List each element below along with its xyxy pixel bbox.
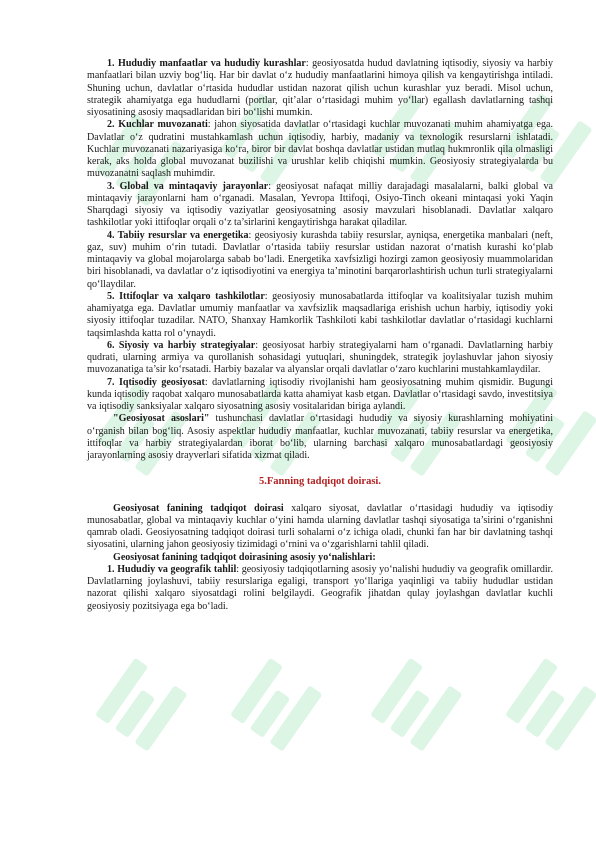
paragraph-text: : geosiyosat nafaqat milliy darajadagi masalalarni, balki global va mintaqaviy jarayonlarni ham o‘rganadi. Masalan, Yevropa Ittifoqi, Osiyo-Tinch okeani mintaqasi yoki Yaqin Sharqdagi siyosiy va iqtisodiy vaziyatlar geosiyosatning asosiy mavzulari hisoblanadi. Davlatlar xalqaro tashkilotlar yoki ittifoqlar orqali o‘z ta’sirlarini kengaytirishga harakat qiladilar. — [87, 180, 553, 229]
paragraph-text: : geosiyosiy kurashda tabiiy resurslar, ayniqsa, energetika manbalari (neft, gaz, suv) muhim o‘rin tutadi. Davlatlar o‘rtasida tabiiy resurslar ustidan nazorat o‘rnatish kurashi ko‘plab mintaqaviy va global mojarolarga sabab bo‘ladi. Energetika xavfsizligi hozirgi zamon geosiyosiy muammolaridan biri hisoblanadi, va davlatlar o‘z iqtisodiyotini va energiya ta’minotini barqarorlashtirish uchun turli strategiyalarni qo‘llaydilar. — [87, 229, 553, 290]
paragraph-lead: 1. Hududiy va geografik tahlil — [107, 563, 237, 575]
watermark-mark — [370, 658, 463, 752]
paragraph-natural-resources — [87, 230, 553, 291]
paragraph-alliances — [87, 291, 553, 340]
paragraph-text: : geosiyosat harbiy strategiyalarni ham o‘rganadi. Davlatlarning harbiy qudrati, ularning armiya va qurollanish sohasidagi yutuqlari, shuningdek, strategik joylashuvlar jahon siyosiy muvozanatiga ta’sir ko‘rsatadi. Harbiy bazalar va alyanslar orqali davlatlar o‘zaro kuchlarini mustahkamlaydilar. — [87, 339, 553, 376]
paragraph-lead: 4. Tabiiy resurslar va energetika — [107, 229, 249, 241]
paragraph-lead: 1. Hududiy manfaatlar va hududiy kurashlar — [107, 58, 306, 69]
paragraph-geographic-analysis — [87, 564, 553, 613]
paragraph-lead: 3. Global va mintaqaviy jarayonlar — [107, 180, 269, 192]
paragraph-text: tushunchasi davlatlar o‘rtasidagi hududiy va siyosiy kurashlarning mohiyatini o‘rganish bilan bog‘liq. Asosiy aspektlar hududiy manfaatlar, kuchlar muvozanati, tabiiy resurslar va energetika, ittifoqlar va harbiy strategiyalardan iborat bo‘lib, ularning barchasi xalqaro munosabatlardagi geosiyosiy jarayonlarning asosiy drayverlari sifatida xizmat qiladi. — [87, 413, 553, 461]
paragraph-economic-geopolitics — [87, 377, 553, 414]
paragraph-lead: 6. Siyosiy va harbiy strategiyalar — [107, 339, 256, 351]
paragraph-global-regional — [87, 181, 553, 230]
paragraph-summary — [87, 413, 553, 462]
paragraph-text: : geosiyosiy munosabatlarda ittifoqlar va koalitsiyalar tuzish muhim ahamiyatga ega. Davlatlar umumiy manfaatlar va xavfsizlik maqsadlariga erishish uchun harbiy, iqtisodiy yoki siyosiy ittifoqlar tuzadilar. NATO, Shanxay Hamkorlik Tashkiloti kabi tashkilotlar davlatlar o‘rtasidagi kuchlarni taqsimlashda katta rol o‘ynaydi. — [87, 290, 553, 339]
paragraph-text: : jahon siyosatida davlatlar o‘rtasidagi kuchlar muvozanati muhim ahamiyatga ega. Davlatlar o‘z qudratini mustahkamlash uchun iqtisodiy, harbiy, madaniy va texnologik resurslarni ishlatadi. Kuchlar muvozanati nazariyasiga ko‘ra, biror bir davlat boshqa davlatlar ustidan mutlaq hukmronlik qila olmasligi kerak, aks holda global muvozanat buzilishi va urushlar kelib chiqishi mumkin. Geosiyosiy strategiyalarda bu muvozanatni saqlash muhimdir. — [87, 119, 553, 180]
paragraph-text: xalqaro siyosat, davlatlar o‘rtasidagi hududiy va iqtisodiy munosabatlar, global va mintaqaviy kuchlar o‘yini hamda ularning davlatlar tashqi siyosatiga ta’sirini o‘rganishni qamrab oladi. Geosiyosatning tadqiqot doirasi turli sohalarni o‘z ichiga oladi, chunki fan har bir davlatning tashqi siyosatini, ularning jahon geosiyosiy tizimidagi o‘rnini va o‘zgarishlarni tahlil qiladi. — [87, 502, 553, 551]
paragraph-text: : geosiyosiy tadqiqotlarning asosiy yo‘nalishi hududiy va geografik omillardir. Davlatlarning joylashuvi, tabiiy resurslariga egaligi, transport yo‘llariga yaqinligi va tabiiy hududlar ustidan nazorat qilishi xalqaro siyosatdagi rolini belgilaydi. Geografik jihatdan qulay joylashgan davlatlar kuchli geosiyosiy pozitsiyaga ega bo‘ladi. — [87, 563, 553, 612]
paragraph-text: : davlatlarning iqtisodiy rivojlanishi ham geosiyosatning muhim qismidir. Bugungi kunda iqtisodiy raqobat xalqaro munosabatlarda katta ahamiyat kasb etgan. Davlatlar o‘rtasidagi savdo, investitsiya va iqtisodiy sanksiyalar xalqaro siyosatning asosiy vositalaridan biriga aylandi. — [87, 376, 554, 412]
paragraph-lead: 7. Iqtisodiy geosiyosat — [107, 376, 205, 388]
watermark-mark — [230, 658, 323, 752]
paragraph-lead: "Geosiyosat asoslari" — [113, 413, 210, 425]
paragraph-balance-of-power — [87, 119, 553, 180]
paragraph-lead: 2. Kuchlar muvozanati — [107, 119, 208, 131]
paragraph-lead: Geosiyosat fanining tadqiqot doirasi — [113, 502, 284, 514]
paragraph-territorial-interests — [87, 58, 553, 119]
paragraph-research-scope — [87, 503, 553, 552]
watermark-mark — [95, 658, 188, 752]
document-body — [87, 58, 553, 613]
paragraph-military-strategies — [87, 340, 553, 377]
section-heading: 5.Fanning tadqiqot doirasi. — [259, 476, 381, 488]
paragraph-lead: 5. Ittifoqlar va xalqaro tashkilotlar — [107, 290, 265, 302]
subheading: Geosiyosat fanining tadqiqot doirasining asosiy yo‘nalishlari: — [113, 551, 376, 563]
watermark-mark — [505, 658, 596, 752]
paragraph-text: : geosiyosatda hudud davlatning iqtisodiy, siyosiy va harbiy manfaatlari bilan uzviy bog‘liq. Har bir davlat o‘z hududiy manfaatlarini himoya qilish va kengaytirishga intiladi. Shuning uchun, davlatlar o‘rtasida hududlar ustidan nazorat qilish uchun kurashlar yuz beradi. Misol uchun, strategik ahamiyatga ega hududlarni (portlar, qit’alar o‘rtasidagi muhim yo‘llar) egallash davlatlarning tashqi siyosatining asosiy maqsadlaridan biri bo‘lishi mumkin. — [87, 58, 553, 118]
